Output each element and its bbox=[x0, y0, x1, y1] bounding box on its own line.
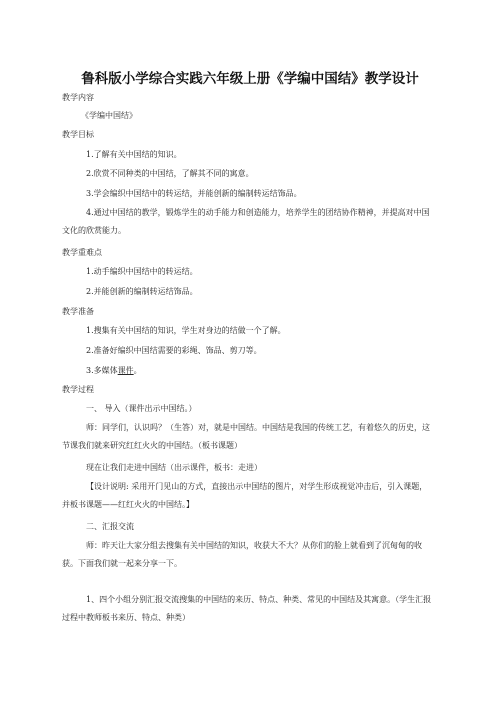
step1-paragraph: 师：同学们，认识吗？（生答）对，就是中国结。中国结是我国的传统工艺，有着悠久的历史，这节课我们就来研究红红火火的中国结。（板书课题） bbox=[62, 423, 430, 450]
key-point-item: 1.动手编织中国结中的转运结。 bbox=[86, 267, 198, 276]
heading-key-points: 教学重难点 bbox=[62, 248, 102, 257]
goal-item: 4.通过中国结的教学，锻炼学生的动手能力和创造能力，培养学生的团结协作精神，并提高对中国文化的欣赏能力。 bbox=[62, 208, 430, 235]
courseware-link[interactable]: 课件 bbox=[117, 366, 134, 375]
prep-item bbox=[86, 366, 142, 376]
prep-item-suffix: 。 bbox=[133, 366, 142, 375]
heading-process: 教学过程 bbox=[62, 385, 94, 394]
heading-goals: 教学目标 bbox=[62, 130, 94, 139]
heading-preparation: 教学准备 bbox=[62, 307, 94, 316]
prep-item: 2.准备好编织中国结需要的彩绳、饰品、剪刀等。 bbox=[86, 346, 262, 355]
step2-title: 二、汇报交流 bbox=[86, 522, 134, 531]
step1-title: 一、 导入（课件出示中国结。） bbox=[86, 404, 197, 413]
goal-item: 3.学会编织中国结中的转运结，并能创新的编制转运结饰品。 bbox=[86, 189, 302, 198]
step2-paragraph: 1、四个小组分别汇报交流搜集的中国结的来历、特点、种类、常见的中国结及其寓意。（学生汇报过程中教师板书来历、特点、种类） bbox=[62, 595, 432, 622]
design-note: 【设计说明: 采用开门见山的方式，直接出示中国结的图片，对学生形成视觉冲击后，引入课题，并板书课题——红红火火的中国结。】 bbox=[62, 482, 428, 509]
key-point-item: 2.并能创新的编制转运结饰品。 bbox=[86, 287, 198, 296]
prep-item: 1.搜集有关中国结的知识，学生对身边的结做一个了解。 bbox=[86, 326, 286, 335]
document-title: 鲁科版小学综合实践六年级上册《学编中国结》教学设计 bbox=[81, 71, 419, 87]
content-text: 《学编中国结》 bbox=[81, 111, 137, 120]
heading-content: 教学内容 bbox=[62, 93, 94, 102]
step2-paragraph: 师：昨天让大家分组去搜集有关中国结的知识，收获大不大？从你们的脸上就看到了沉甸甸的收获。下面我们就一起来分享一下。 bbox=[62, 541, 422, 568]
goal-item: 2.欣赏不同种类的中国结，了解其不同的寓意。 bbox=[86, 169, 254, 178]
prep-item-prefix: 3.多媒体 bbox=[86, 366, 118, 375]
step1-paragraph: 现在让我们走进中国结（出示课件，板书：走进） bbox=[86, 463, 262, 472]
goal-item: 1.了解有关中国结的知识。 bbox=[86, 150, 182, 159]
